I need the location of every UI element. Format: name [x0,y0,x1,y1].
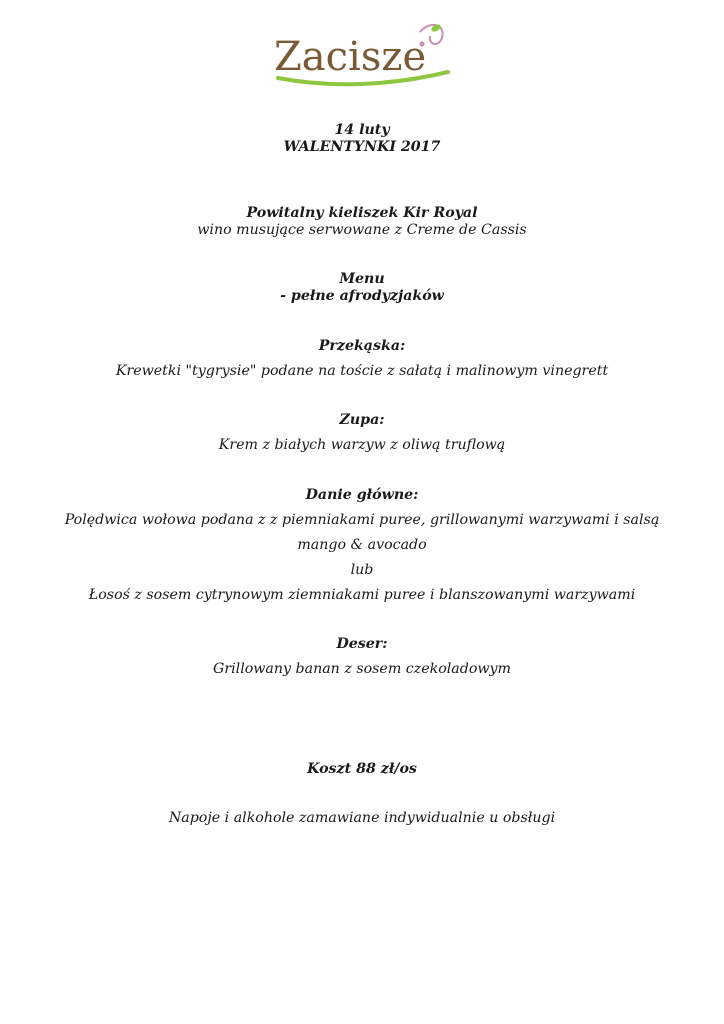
menu-subtitle: - pełne afrodyzjaków [280,288,444,304]
main-course-option1-line1: Polędwica wołowa podana z z piemniakami puree, grillowanymi warzywami i salsą [64,512,660,528]
welcome-drink-title: Powitalny kieliszek Kir Royal [246,205,478,221]
dessert-heading: Deser: [336,636,388,652]
event-title: WALENTYNKI 2017 [283,139,441,155]
dessert-item: Grillowany banan z sosem czekoladowym [213,661,511,677]
welcome-drink-description: wino musujące serwowane z Creme de Cassis [197,222,527,238]
soup-item: Krem z białych warzyw z oliwą truflową [218,437,506,453]
main-course-option1-line2: mango & avocado [297,537,427,553]
menu-title: Menu [339,271,385,287]
logo-wordmark: Zacisze [274,34,427,80]
main-course-or: lub [350,562,374,578]
soup-heading: Zupa: [339,412,385,428]
appetizer-heading: Przekąska: [318,338,406,354]
price: Koszt 88 zł/os [307,761,417,777]
main-course-heading: Danie główne: [305,487,419,503]
zacisze-logo [270,20,455,90]
main-course-option2: Łosoś z sosem cytrynowym ziemniakami puree i blanszowanymi warzywami [88,587,636,603]
event-date: 14 luty [334,122,390,138]
appetizer-item: Krewetki "tygrysie" podane na toście z sałatą i malinowym vinegrett [115,363,609,379]
drinks-note: Napoje i alkohole zamawiane indywidualnie u obsługi [168,810,556,826]
logo-graphic [270,20,455,90]
